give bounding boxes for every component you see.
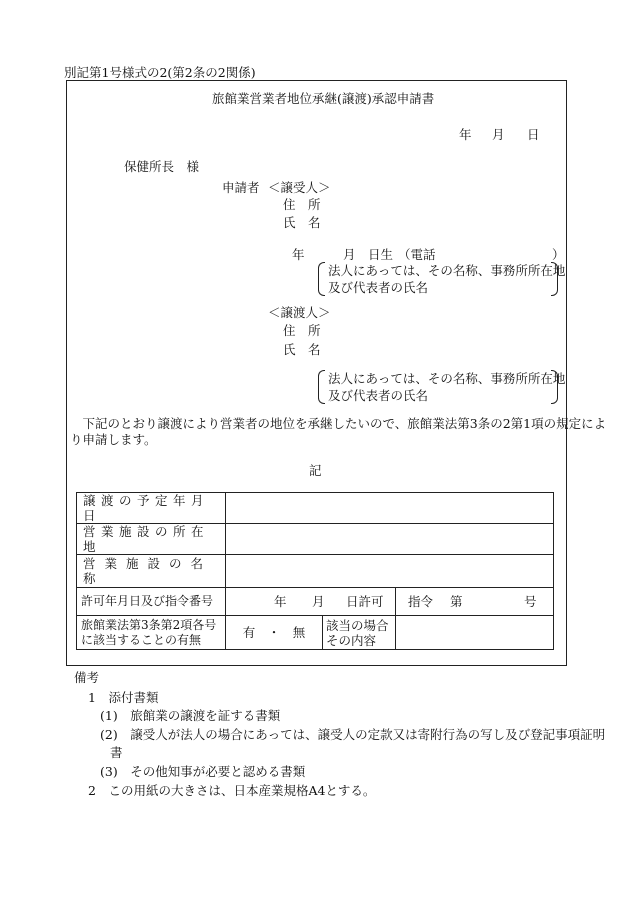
- order-go: 号: [524, 594, 537, 609]
- details-table: [76, 492, 554, 650]
- table-row: [77, 555, 554, 588]
- permit-day: 日許可: [346, 594, 384, 609]
- corp-note-line-1: 法人にあっては、その名称、事務所所在地: [328, 263, 566, 278]
- transferee-address-label: 住 所: [283, 197, 321, 212]
- date-month: 月: [492, 127, 505, 142]
- case-content-line-1: 該当の場合: [326, 617, 389, 633]
- note-sub-2-cont: 書: [110, 745, 123, 760]
- form-reference: 別記第1号様式の2(第2条の2関係): [64, 65, 256, 80]
- corp-note-text: [328, 370, 565, 404]
- order-label: 指令: [408, 594, 434, 609]
- permit-date-cell[interactable]: [226, 588, 396, 616]
- transferor-heading: ＜譲渡人＞: [268, 305, 331, 320]
- note-sub-3: (3) その他知事が必要と認める書類: [100, 764, 306, 779]
- notes-heading: 備考: [74, 670, 100, 685]
- transferor-address-label: 住 所: [283, 323, 321, 338]
- birth-day: 日生: [368, 247, 394, 262]
- corp-note-line-2: 及び代表者の氏名: [328, 388, 429, 403]
- birth-year: 年: [292, 247, 305, 262]
- ki-heading: 記: [309, 463, 322, 478]
- table-row: [77, 524, 554, 555]
- order-number-cell[interactable]: [396, 588, 554, 616]
- date-year: 年: [459, 127, 472, 142]
- permit-label: 許可年月日及び指令番号: [77, 588, 226, 616]
- table-row: [77, 616, 554, 650]
- corp-note-line-1: 法人にあっては、その名称、事務所所在地: [328, 371, 566, 386]
- permit-month: 月: [312, 594, 325, 609]
- left-bracket: [318, 370, 325, 404]
- transfer-date-value[interactable]: [226, 493, 554, 524]
- date-day: 日: [527, 127, 540, 142]
- phone-close: ）: [552, 247, 565, 262]
- facility-address-label: 営業施設の所在地: [77, 524, 226, 555]
- permit-year: 年: [274, 594, 287, 609]
- applicability-label-line-1: 旅館業法第3条第2項各号: [81, 617, 217, 632]
- transfer-date-label: 譲渡の予定年月日: [77, 493, 226, 524]
- facility-name-label: 営業施設の名称: [77, 555, 226, 588]
- corp-note-line-2: 及び代表者の氏名: [328, 280, 429, 295]
- transferor-corp-note: [318, 370, 566, 404]
- transferee-corp-note: [318, 262, 566, 296]
- note-sub-2: (2) 譲受人が法人の場合にあっては、譲受人の定款又は寄附行為の写し及び登記事項証明: [100, 727, 606, 742]
- note-item-1: 1 添付書類: [88, 690, 159, 705]
- table-row: [77, 493, 554, 524]
- body-text-line-2: り申請します。: [70, 432, 157, 447]
- note-item-2: 2 この用紙の大きさは、日本産業規格A4とする。: [88, 783, 376, 798]
- body-text-line-1: 下記のとおり譲渡により営業者の地位を承継したいので、旅館業法第3条の2第1項の規定によ: [70, 416, 607, 431]
- form-title: 旅館業営業者地位承継(譲渡)承認申請書: [212, 91, 435, 106]
- addressee: 保健所長 様: [124, 159, 200, 174]
- case-content-value[interactable]: [396, 616, 554, 650]
- yes-no-choice[interactable]: 有 ・ 無: [226, 616, 323, 650]
- case-content-label: [323, 616, 396, 650]
- phone-label: （電話: [398, 247, 436, 262]
- birth-month: 月: [343, 247, 356, 262]
- applicability-label-line-2: に該当することの有無: [81, 632, 202, 647]
- table-row: [77, 588, 554, 616]
- transferor-name-label: 氏 名: [283, 342, 321, 357]
- left-bracket: [318, 262, 325, 296]
- transferee-heading: ＜譲受人＞: [268, 180, 331, 195]
- case-content-line-2: その内容: [326, 632, 377, 648]
- order-dai: 第: [450, 594, 463, 609]
- note-sub-1: (1) 旅館業の譲渡を証する書類: [100, 708, 281, 723]
- facility-name-value[interactable]: [226, 555, 554, 588]
- facility-address-value[interactable]: [226, 524, 554, 555]
- applicability-label: [77, 616, 226, 650]
- transferee-name-label: 氏 名: [283, 215, 321, 230]
- corp-note-text: [328, 262, 565, 296]
- applicant-label: 申請者: [222, 180, 260, 195]
